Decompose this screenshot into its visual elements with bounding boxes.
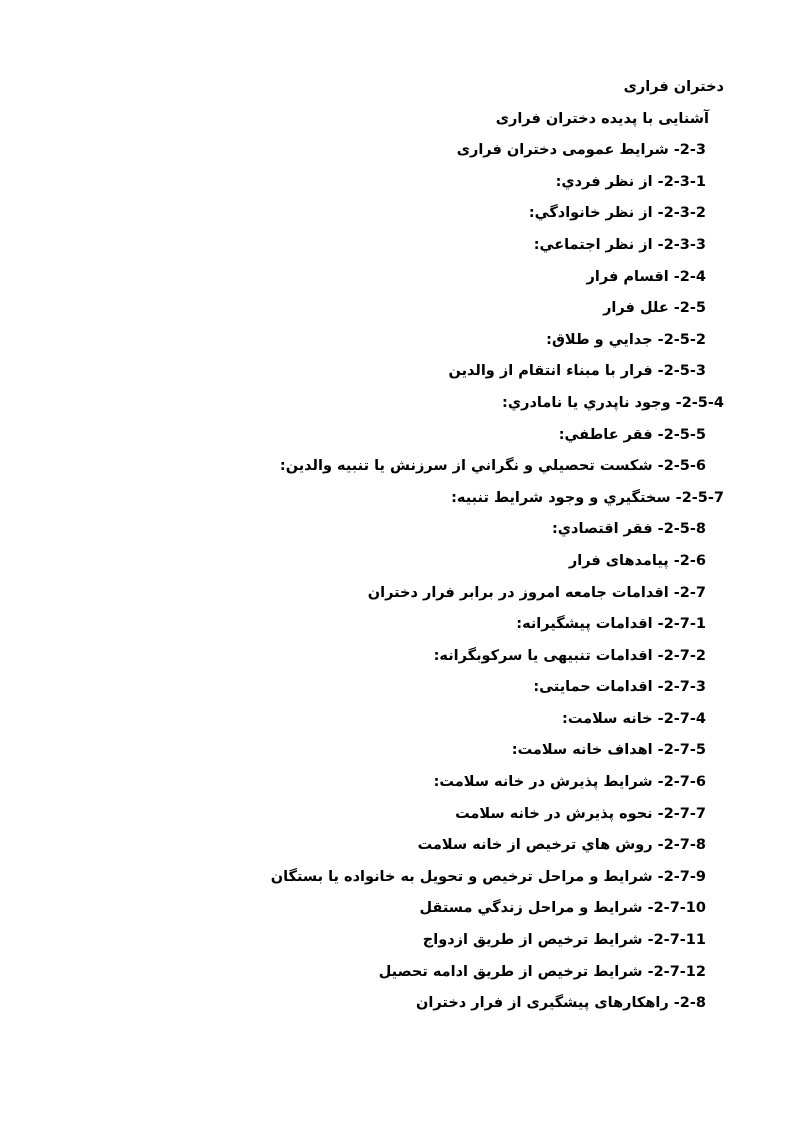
toc-entry: 2-5-8- فقر اقتصادي:: [551, 521, 706, 538]
toc-entry: 2-7-5- اهداف خانه سلامت:: [511, 742, 706, 759]
toc-entry: 2-3-2- از نظر خانوادگي:: [528, 205, 706, 222]
toc-entry: 2-7-2- اقدامات تنبیهی یا سرکوبگرانه:: [433, 647, 706, 664]
toc-entry: 2-5-2- جدايي و طلاق:: [546, 331, 706, 348]
toc-entry: 2-5-6- شكست تحصيلي و نگراني از سرزنش يا تنبيه والدين:: [279, 458, 706, 475]
toc-entry: 2-5-5- فقر عاطفي:: [558, 426, 706, 443]
toc-entry: 2-7-11- شرايط ترخيص از طريق ازدواج: [422, 932, 706, 949]
toc-entry: 2-7- اقدامات جامعه امروز در برابر فرار دختران: [367, 584, 706, 601]
table-of-contents: [270, 72, 724, 1020]
toc-entry: 2-7-9- شرايط و مراحل ترخيص و تحويل به خانواده يا بستگان: [270, 868, 706, 885]
toc-entry: 2-7-6- شرایط پذیرش در خانه سلامت:: [433, 774, 706, 791]
toc-entry: 2-5-7- سختگيري و وجود شرايط تنبيه:: [451, 489, 724, 506]
toc-entry: 2-3-1- از نظر فردي:: [555, 173, 706, 190]
toc-entry: 2-7-1- اقدامات پیشگیرانه:: [516, 616, 706, 633]
toc-entry: 2-7-7- نحوه پذیرش در خانه سلامت: [455, 805, 706, 822]
section-heading: آشنایی با پدیده دختران فراری: [495, 110, 709, 127]
toc-entry: 2-5-3- فرار با مبناء انتقام از والدين: [448, 363, 706, 380]
toc-entry: 2-7-3- اقدامات حمایتی:: [533, 679, 706, 696]
toc-entry: 2-7-4- خانه سلامت:: [562, 710, 706, 727]
toc-entry: 2-7-10- شرايط و مراحل زندگي مستقل: [419, 900, 706, 917]
section-title: دختران فراری: [623, 79, 724, 95]
toc-entry: 2-3- شرایط عمومی دختران فراری: [456, 142, 706, 159]
toc-entry: 2-8- راهکارهای پیشگیری از فرار دختران: [416, 995, 706, 1012]
toc-entry: 2-3-3- از نظر اجتماعي:: [533, 236, 706, 253]
toc-entry: 2-4- اقسام فرار: [586, 268, 706, 285]
toc-entry: 2-5-4- وجود ناپدري يا نامادري:: [502, 394, 724, 411]
toc-entry: 2-7-12- شرايط ترخيص از طريق ادامه تحصيل: [378, 963, 706, 980]
toc-entry: 2-6- پیامدهای فرار: [568, 552, 706, 569]
toc-entry: 2-7-8- روش هاي ترخيص از خانه سلامت: [417, 837, 706, 854]
toc-entry: 2-5- علل فرار: [603, 300, 706, 317]
